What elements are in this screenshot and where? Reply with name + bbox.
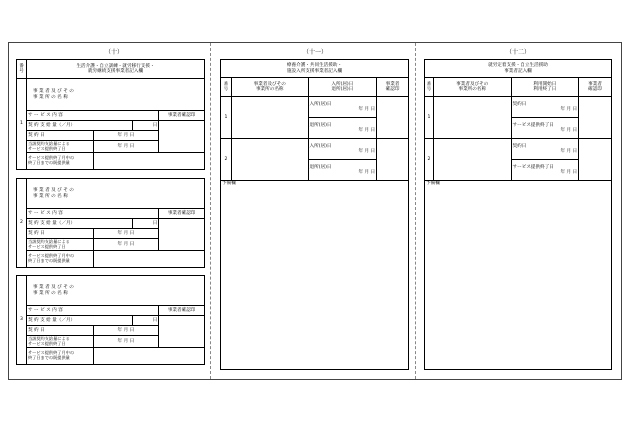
- provided-amount-label: サービス提供終了月中の 終了日までの既提供量: [26, 153, 93, 170]
- contract-date-label: 契 約 日: [26, 229, 93, 239]
- provider-name-label: 事 業 者 及 び そ の 事 業 所 の 名 称: [26, 79, 204, 111]
- contract-date-value: 年 月 日: [560, 107, 578, 112]
- amount-label: 契 約 支 給 量（／月）: [26, 219, 132, 229]
- provided-amount-label: サービス提供終了月中の 終了日までの既提供量: [26, 348, 93, 365]
- provider-name-field[interactable]: [433, 97, 511, 139]
- panel-12-number: （十二）: [505, 49, 530, 56]
- out-date-value: 年 月 日: [358, 170, 376, 175]
- end-date-label: サービス提供終了日: [512, 164, 554, 170]
- provider-name-label: 事 業 者 及 び そ の 事 業 所 の 名 称: [26, 179, 204, 209]
- contract-date-field[interactable]: [511, 97, 579, 118]
- contract-date-value: 年 月 日: [560, 149, 578, 154]
- end-date-label: 当該契約支給量による サービス提供終了日: [26, 141, 93, 153]
- provided-amount-label: サービス提供終了月中の 終了日までの既提供量: [26, 251, 93, 268]
- in-date-value: 年 月 日: [358, 107, 376, 112]
- service-label: サ ー ビ ス 内 容: [26, 306, 158, 316]
- in-date-field[interactable]: [308, 139, 377, 160]
- row-number: 1: [425, 97, 434, 139]
- end-date-field[interactable]: 年 月 日: [93, 239, 159, 251]
- end-date-value: 年 月 日: [560, 170, 578, 175]
- panel-10-record-2: [16, 178, 205, 268]
- end-date-field[interactable]: 年 月 日: [93, 141, 159, 153]
- panel-10-number: （十）: [104, 49, 123, 56]
- contract-date-field[interactable]: 年 月 日: [93, 229, 159, 239]
- in-date-label: 入所(居)日: [309, 101, 332, 107]
- out-date-field[interactable]: [308, 118, 377, 139]
- contract-date-field[interactable]: 年 月 日: [93, 131, 159, 141]
- confirm-seal-field[interactable]: [159, 121, 205, 153]
- confirm-seal-field[interactable]: [579, 97, 612, 139]
- end-date-field[interactable]: [511, 160, 579, 181]
- number-header: 番号: [17, 60, 27, 79]
- provider-name-field[interactable]: [231, 139, 308, 181]
- provided-amount-field[interactable]: [93, 153, 204, 170]
- memo-field[interactable]: [221, 181, 409, 370]
- service-label: サ ー ビ ス 内 容: [26, 209, 158, 219]
- row-number: 3: [17, 276, 27, 365]
- confirm-seal-field[interactable]: [159, 219, 205, 251]
- number-header: 番号: [425, 78, 434, 97]
- end-date-field[interactable]: 年 月 日: [93, 336, 159, 348]
- page-divider: [415, 43, 416, 379]
- panel-11-table: [220, 59, 409, 370]
- confirm-header: 事業者 確認印: [579, 78, 612, 97]
- panel-11-number: （十一）: [302, 49, 327, 56]
- contract-date-label: 契 約 日: [26, 131, 93, 141]
- panel-12-table: [424, 59, 612, 370]
- contract-date-label: 契 約 日: [26, 326, 93, 336]
- provided-amount-field[interactable]: [93, 251, 204, 268]
- contract-date-label: 契約日: [512, 101, 527, 107]
- panel-10-record-3: [16, 275, 205, 365]
- confirm-seal-field[interactable]: [377, 139, 409, 181]
- memo-field[interactable]: [425, 181, 612, 370]
- confirm-label: 事業者確認印: [159, 111, 205, 121]
- number-header: 番号: [221, 78, 232, 97]
- out-date-label: 退所(居)日: [309, 164, 332, 170]
- day-unit: 日: [133, 316, 159, 326]
- memo-label: 予備欄: [222, 181, 236, 186]
- amount-label: 契 約 支 給 量（／月）: [26, 121, 132, 131]
- confirm-label: 事業者確認印: [159, 306, 205, 316]
- end-date-label: サービス提供終了日: [512, 122, 554, 128]
- out-date-label: 退所(居)日: [309, 122, 332, 128]
- panel-11-header: 療養介護・共同生活援助・ 施設入所支援事業者記入欄: [221, 60, 409, 78]
- provided-amount-field[interactable]: [93, 348, 204, 365]
- row-number: 2: [17, 179, 27, 268]
- out-date-field[interactable]: [308, 160, 377, 181]
- end-date-label: 当該契約支給量による サービス提供終了日: [26, 336, 93, 348]
- provider-name-field[interactable]: [433, 139, 511, 181]
- service-label: サ ー ビ ス 内 容: [26, 111, 158, 121]
- confirm-seal-field[interactable]: [159, 316, 205, 348]
- provider-name-field[interactable]: [231, 97, 308, 139]
- end-date-label: 当該契約支給量による サービス提供終了日: [26, 239, 93, 251]
- end-date-value: 年 月 日: [560, 128, 578, 133]
- inout-header: 入所(居)日 退所(居)日: [308, 78, 377, 97]
- confirm-header: 事業者 確認印: [377, 78, 409, 97]
- page-divider: [210, 43, 211, 379]
- contract-date-label: 契約日: [512, 143, 527, 149]
- confirm-seal-field[interactable]: [579, 139, 612, 181]
- in-date-field[interactable]: [308, 97, 377, 118]
- panel-10-table: [16, 59, 205, 79]
- row-number: 1: [17, 79, 27, 170]
- confirm-label: 事業者確認印: [159, 209, 205, 219]
- end-date-field[interactable]: [511, 118, 579, 139]
- provider-name-label: 事 業 者 及 び そ の 事 業 所 の 名 称: [26, 276, 204, 306]
- row-number: 2: [221, 139, 232, 181]
- confirm-seal-field[interactable]: [377, 97, 409, 139]
- amount-label: 契 約 支 給 量（／月）: [26, 316, 132, 326]
- day-unit: 日: [133, 219, 159, 229]
- row-number: 1: [221, 97, 232, 139]
- row-number: 2: [425, 139, 434, 181]
- panel-12-header: 就労定着支援・自立生活援助 事業者記入欄: [425, 60, 612, 78]
- day-unit: 日: [133, 121, 159, 131]
- panel-10-record-1: [16, 78, 205, 170]
- period-header: 利用開始日 利用終了日: [511, 78, 579, 97]
- panel-10-header: 生活介護・自立訓練・就労移行支援・ 就労継続支援事業者記入欄: [26, 60, 204, 79]
- out-date-value: 年 月 日: [358, 128, 376, 133]
- in-date-label: 入所(居)日: [309, 143, 332, 149]
- contract-date-field[interactable]: 年 月 日: [93, 326, 159, 336]
- in-date-value: 年 月 日: [358, 149, 376, 154]
- provider-name-header: 事業者及びその 事業所の名称: [433, 78, 511, 97]
- memo-label: 予備欄: [426, 181, 440, 186]
- provider-name-header: 事業者及びその 事業所の名称: [231, 78, 308, 97]
- contract-date-field[interactable]: [511, 139, 579, 160]
